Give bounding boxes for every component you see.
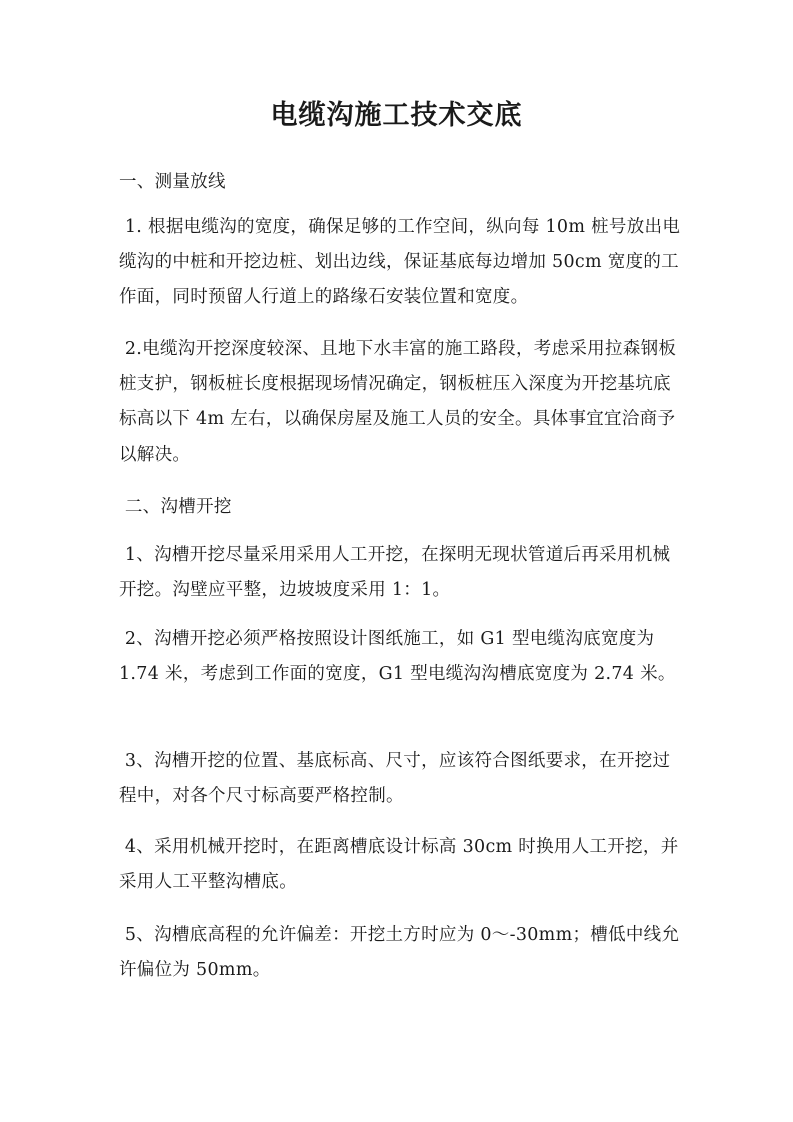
paragraph-survey-1 bbox=[119, 210, 685, 316]
excavation-item-2 bbox=[119, 622, 685, 692]
section-heading-excavation bbox=[119, 490, 685, 525]
list-item: 1、沟槽开挖尽量采用采用人工开挖，在探明无现状管道后再采用机械开挖。沟壁应平整，边坡坡度采用 1：1。 bbox=[119, 545, 671, 601]
paragraph: 2.电缆沟开挖深度较深、且地下水丰富的施工路段，考虑采用拉森钢板桩支护，钢板桩长度根据现场情况确定，钢板桩压入深度为开挖基坑底标高以下 4m 左右，以确保房屋及施工人员的安全。具体事宜宜洽商予以解决。 bbox=[119, 339, 677, 465]
excavation-item-5 bbox=[119, 918, 685, 988]
section-heading: 一、测量放线 bbox=[119, 172, 226, 192]
section-heading-survey bbox=[119, 165, 685, 200]
list-item: 3、沟槽开挖的位置、基底标高、尺寸，应该符合图纸要求，在开挖过程中，对各个尺寸标高要严格控制。 bbox=[119, 751, 671, 807]
list-item: 5、沟槽底高程的允许偏差：开挖土方时应为 0～-30mm；槽低中线允许偏位为 50mm。 bbox=[119, 925, 680, 981]
list-item: 4、采用机械开挖时，在距离槽底设计标高 30cm 时换用人工开挖，并采用人工平整沟槽底。 bbox=[119, 837, 679, 893]
excavation-item-4 bbox=[119, 830, 685, 900]
excavation-item-3 bbox=[119, 744, 685, 814]
list-item: 2、沟槽开挖必须严格按照设计图纸施工，如 G1 型电缆沟底宽度为 1.74 米，考虑到工作面的宽度，G1 型电缆沟沟槽底宽度为 2.74 米。 bbox=[119, 629, 676, 685]
excavation-item-1 bbox=[119, 538, 685, 608]
paragraph-survey-2 bbox=[119, 332, 685, 473]
document-title: 电缆沟施工技术交底 bbox=[270, 100, 523, 131]
paragraph: 1. 根据电缆沟的宽度，确保足够的工作空间，纵向每 10m 桩号放出电缆沟的中桩和开挖边桩、划出边线，保证基底每边增加 50cm 宽度的工作面，同时预留人行道上的路缘石安装位置和宽度。 bbox=[119, 217, 681, 308]
section-heading: 二、沟槽开挖 bbox=[119, 497, 232, 517]
